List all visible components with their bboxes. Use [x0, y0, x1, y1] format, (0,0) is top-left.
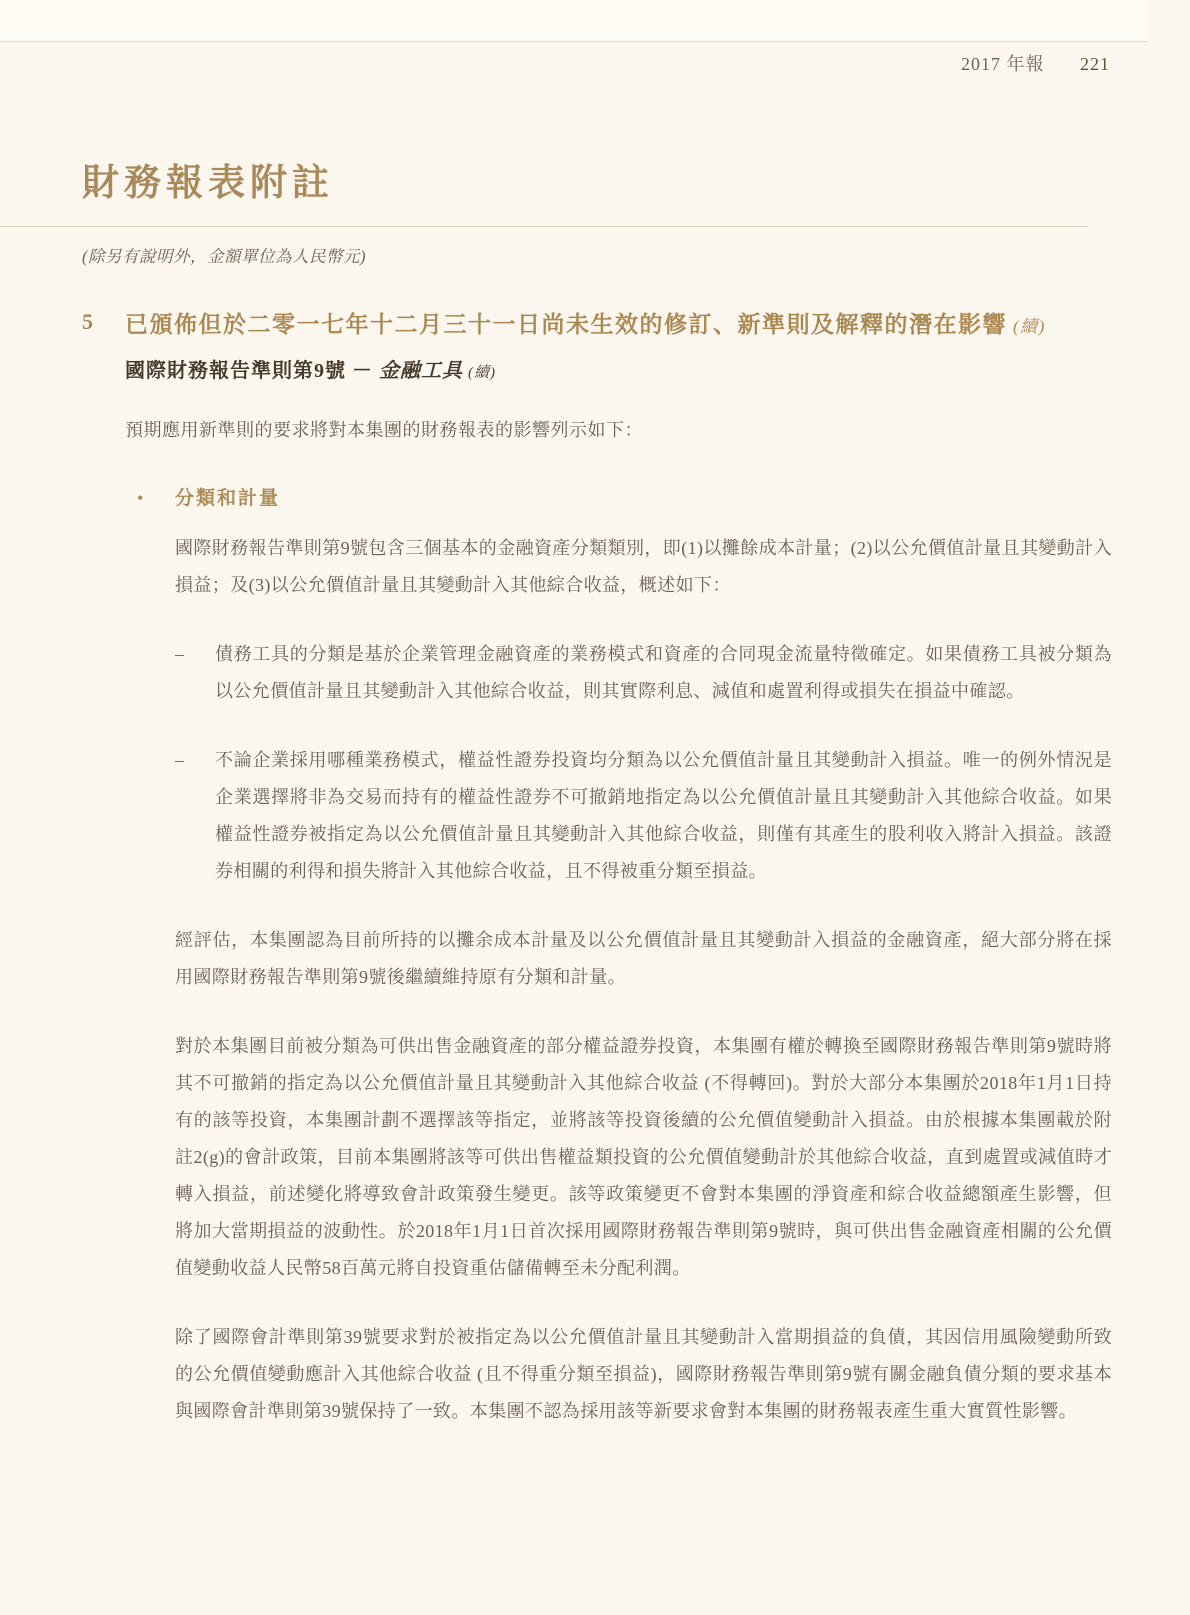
bullet-title-row [125, 485, 1112, 512]
bullet-content [175, 530, 1112, 1430]
report-year-label: 2017 年報 [961, 54, 1045, 74]
section-body [125, 309, 1112, 1430]
paragraph-afs-investments: 對於本集團目前被分類為可供出售金融資產的部分權益證券投資，本集團有權於轉換至國際財務報告準則第9號時將其不可撤銷的指定為以公允價值計量且其變動計入其他綜合收益 (不得轉回)。對於大部分本集團於2018年1月1日持有的該等投資，本集團計劃不選擇該等指定，並將該等投資後續的公允價值變動計入損益。由於根據本集團載於附註2(g)的會計政策，目前本集團將該等可供出售權益類投資的公允價值變動計於其他綜合收益，直到處置或減值時才轉入損益，前述變化將導致會計政策發生變更。該等政策變更不會對本集團的淨資產和綜合收益總額產生影響，但將加大當期損益的波動性。於2018年1月1日首次採用國際財務報告準則第9號時，與可供出售金融資產相關的公允價值變動收益人民幣58百萬元將自投資重估儲備轉至未分配利潤。 [175, 1036, 1112, 1278]
standard-name: 國際財務報告準則第9號 － [125, 360, 379, 382]
section-number: 5 [82, 309, 93, 334]
dash-item-equity-securities [175, 742, 1112, 890]
section-heading-text: 已頒佈但於二零一七年十二月三十一日尚未生效的修訂、新準則及解釋的潛在影響 [125, 312, 1007, 337]
page-number: 221 [1080, 54, 1110, 74]
dash-icon: – [175, 750, 184, 770]
currency-note: (除另有說明外，金額單位為人民幣元) [82, 247, 366, 266]
dash-item-text: 債務工具的分類是基於企業管理金融資產的業務模式和資產的合同現金流量特徵確定。如果債務工具被分類為以公允價值計量且其變動計入其他綜合收益，則其實際利息、減值和處置利得或損失在損益中確認。 [215, 644, 1112, 701]
paragraph-classification-categories: 國際財務報告準則第9號包含三個基本的金融資產分類類別，即(1)以攤餘成本計量；(2)以公允價值計量且其變動計入損益；及(3)以公允價值計量且其變動計入其他綜合收益，概述如下： [175, 538, 1112, 595]
standard-instrument-name: 金融工具 [379, 360, 463, 382]
standard-subheading [125, 356, 1112, 388]
classification-bullet-block [125, 485, 1112, 1430]
title-divider [0, 226, 1088, 227]
section-heading-continued: (續) [1013, 317, 1046, 336]
dash-icon: – [175, 644, 184, 664]
paragraph-financial-liabilities: 除了國際會計準則第39號要求對於被指定為以公允價值計量且其變動計入當期損益的負債，其因信用風險變動所致的公允價值變動應計入其他綜合收益 (且不得重分類至損益)，國際財務報告準則第9號有關金融負債分類的要求基本與國際會計準則第39號保持了一致。本集團不認為採用該等新要求會對本集團的財務報表產生重大實質性影響。 [175, 1327, 1112, 1421]
intro-paragraph: 預期應用新準則的要求將對本集團的財務報表的影響列示如下： [125, 420, 643, 440]
dash-item-text: 不論企業採用哪種業務模式，權益性證券投資均分類為以公允價值計量且其變動計入損益。唯一的例外情況是企業選擇將非為交易而持有的權益性證券不可撤銷地指定為以公允價值計量且其變動計入其他綜合收益。如果權益性證券被指定為以公允價值計量且其變動計入其他綜合收益，則僅有其產生的股利收入將計入損益。該證券相關的利得和損失將計入其他綜合收益，且不得被重分類至損益。 [215, 750, 1112, 881]
bullet-title: 分類和計量 [175, 488, 281, 509]
standard-continued: (續) [468, 365, 496, 381]
paragraph-assessment: 經評估，本集團認為目前所持的以攤余成本計量及以公允價值計量且其變動計入損益的金融資產，絕大部分將在採用國際財務報告準則第9號後繼續維持原有分類和計量。 [175, 930, 1112, 987]
section-heading [125, 309, 1112, 343]
page-header [0, 50, 1190, 76]
section-5 [82, 309, 1112, 1430]
document-title: 財務報表附註 [82, 163, 334, 204]
dash-item-debt-instruments [175, 636, 1112, 710]
top-rule [0, 0, 1148, 42]
bullet-icon: • [137, 488, 144, 508]
